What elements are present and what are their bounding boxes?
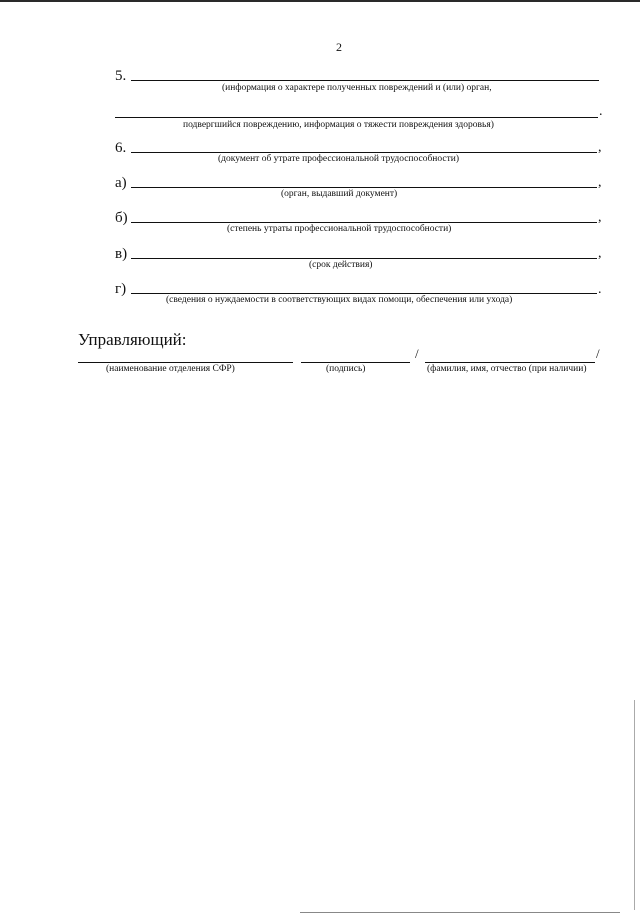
item-5-marker: 5.	[115, 68, 127, 84]
scan-edge-right	[634, 700, 635, 910]
item-6-caption: (документ об утрате профессиональной трудоспособности)	[218, 154, 459, 164]
signature-caption: (подпись)	[326, 364, 366, 374]
item-v-caption: (срок действия)	[309, 260, 373, 270]
name-open-slash: /	[415, 346, 419, 361]
item-5-end-mark: .	[599, 104, 603, 119]
item-g-fill-line[interactable]	[131, 293, 597, 294]
full-name-caption: (фамилия, имя, отчество (при наличии)	[427, 364, 587, 374]
item-6-end-mark: ,	[598, 140, 602, 155]
item-5-caption-2: подвергшийся повреждению, информация о тяжести повреждения здоровья)	[183, 120, 494, 130]
item-v-marker: в)	[115, 246, 128, 262]
item-b-fill-line[interactable]	[131, 222, 597, 223]
item-a-caption: (орган, выдавший документ)	[281, 189, 398, 199]
signature-heading: Управляющий:	[78, 330, 187, 349]
item-5-fill-line-2[interactable]	[115, 117, 598, 118]
full-name-line[interactable]	[425, 362, 595, 363]
item-5-fill-line[interactable]	[131, 80, 599, 81]
scan-edge-bottom	[300, 912, 620, 913]
item-b-end-mark: ,	[598, 210, 602, 225]
office-name-line[interactable]	[78, 362, 293, 363]
item-a-marker: а)	[115, 175, 127, 191]
item-a-end-mark: ,	[598, 175, 602, 190]
item-v-end-mark: ,	[598, 246, 602, 261]
page-number: 2	[336, 40, 342, 54]
office-name-caption: (наименование отделения СФР)	[106, 364, 235, 374]
name-close-slash: /	[596, 346, 600, 361]
item-b-marker: б)	[115, 210, 128, 226]
item-a-fill-line[interactable]	[131, 187, 597, 188]
scan-edge-top	[0, 0, 640, 2]
item-g-marker: г)	[115, 281, 127, 297]
item-g-caption: (сведения о нуждаемости в соответствующих видах помощи, обеспечения или ухода)	[166, 295, 513, 305]
item-5-caption-1: (информация о характере полученных повреждений и (или) орган,	[222, 83, 492, 93]
signature-line[interactable]	[301, 362, 410, 363]
item-b-caption: (степень утраты профессиональной трудоспособности)	[227, 224, 452, 234]
item-v-fill-line[interactable]	[131, 258, 597, 259]
item-g-end-mark: .	[598, 282, 602, 297]
item-6-fill-line[interactable]	[131, 152, 597, 153]
item-6-marker: 6.	[115, 140, 127, 156]
